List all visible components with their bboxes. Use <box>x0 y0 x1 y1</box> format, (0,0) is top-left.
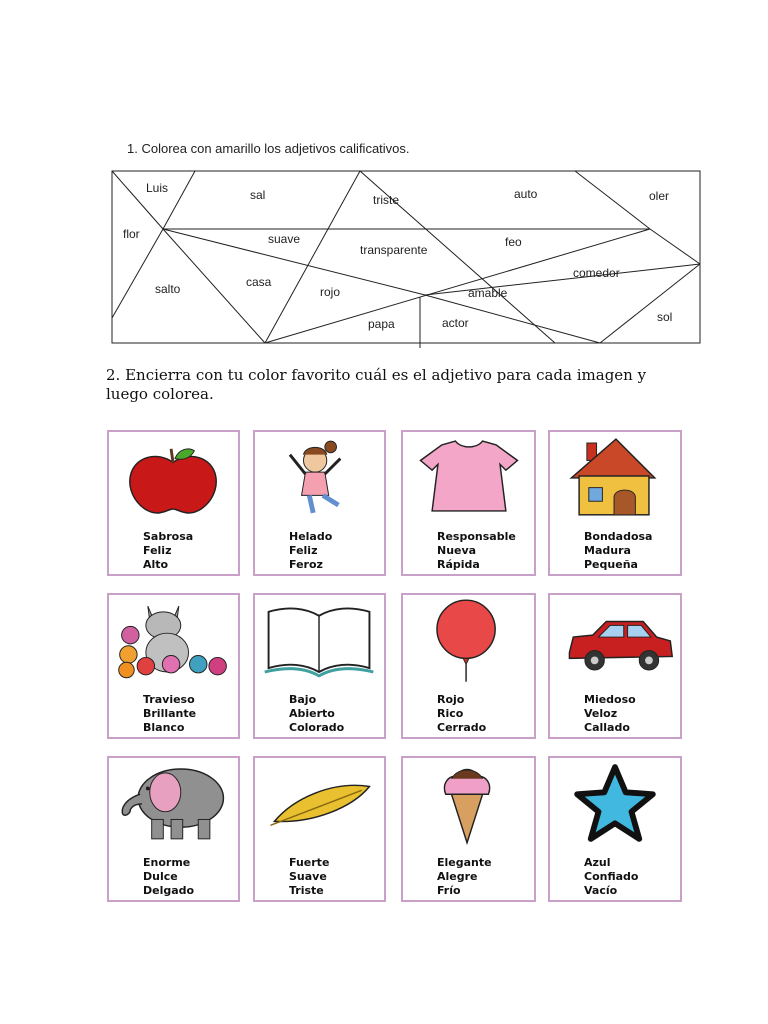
elephant-icon <box>109 758 238 846</box>
adjective-option[interactable]: Delgado <box>143 884 195 897</box>
adjective-option[interactable]: Vacío <box>584 884 618 897</box>
adjective-option[interactable]: Blanco <box>143 721 185 734</box>
adjective-option[interactable]: Rico <box>437 707 464 720</box>
adjective-option[interactable]: Confiado <box>584 870 639 883</box>
card-apple <box>107 430 240 576</box>
card-girl <box>253 430 386 576</box>
card-ice-cream <box>401 756 536 902</box>
puzzle-word: salto <box>155 282 181 296</box>
puzzle-word: feo <box>505 235 522 249</box>
word-puzzle <box>0 0 768 360</box>
adjective-option[interactable]: Sabrosa <box>143 530 194 543</box>
question-2-title: 2. Encierra con tu color favorito cuál es el adjetivo para cada imagen y luego colorea. <box>106 366 647 403</box>
puzzle-word: sal <box>250 188 266 202</box>
puzzle-frame <box>112 171 700 343</box>
shirt-icon <box>403 432 534 520</box>
puzzle-word: comedor <box>573 266 620 280</box>
adjective-option[interactable]: Alto <box>143 558 169 571</box>
adjective-option[interactable]: Alegre <box>437 870 478 883</box>
adjective-option[interactable]: Bondadosa <box>584 530 653 543</box>
adjective-option[interactable]: Responsable <box>437 530 516 543</box>
puzzle-word: amable <box>468 286 508 300</box>
card-book <box>253 593 386 739</box>
adjective-option[interactable]: Bajo <box>289 693 317 706</box>
adjective-option[interactable]: Rápida <box>437 558 480 571</box>
house-icon <box>550 432 680 520</box>
car-icon <box>550 595 680 683</box>
card-car <box>548 593 682 739</box>
puzzle-word: papa <box>368 317 395 331</box>
card-feather <box>253 756 386 902</box>
card-balloon <box>401 593 536 739</box>
puzzle-word: suave <box>268 232 301 246</box>
card-cat <box>107 593 240 739</box>
adjective-option[interactable]: Nueva <box>437 544 477 557</box>
adjective-option[interactable]: Madura <box>584 544 631 557</box>
adjective-option[interactable]: Helado <box>289 530 333 543</box>
puzzle-word: triste <box>373 193 400 207</box>
adjective-option[interactable]: Cerrado <box>437 721 487 734</box>
adjective-option[interactable]: Pequeña <box>584 558 638 571</box>
adjective-option[interactable]: Suave <box>289 870 327 883</box>
adjective-option[interactable]: Feroz <box>289 558 323 571</box>
puzzle-word: sol <box>657 310 673 324</box>
puzzle-word: Luis <box>146 181 169 195</box>
adjective-option[interactable]: Triste <box>289 884 324 897</box>
adjective-option[interactable]: Colorado <box>289 721 345 734</box>
adjective-option[interactable]: Elegante <box>437 856 492 869</box>
puzzle-word: auto <box>514 187 538 201</box>
adjective-option[interactable]: Fuerte <box>289 856 330 869</box>
star-icon <box>550 758 680 846</box>
ice-cream-icon <box>403 758 534 846</box>
cat-icon <box>109 595 238 683</box>
card-house <box>548 430 682 576</box>
puzzle-word: oler <box>649 189 670 203</box>
adjective-option[interactable]: Brillante <box>143 707 197 720</box>
puzzle-word: rojo <box>320 285 341 299</box>
adjective-option[interactable]: Veloz <box>584 707 618 720</box>
puzzle-word: casa <box>246 275 272 289</box>
card-star <box>548 756 682 902</box>
adjective-option[interactable]: Enorme <box>143 856 191 869</box>
girl-icon <box>255 432 384 520</box>
adjective-option[interactable]: Dulce <box>143 870 178 883</box>
adjective-option[interactable]: Travieso <box>143 693 195 706</box>
adjective-option[interactable]: Azul <box>584 856 611 869</box>
adjective-option[interactable]: Feliz <box>143 544 172 557</box>
puzzle-word: transparente <box>360 243 428 257</box>
feather-icon <box>255 758 384 846</box>
puzzle-word: flor <box>123 227 140 241</box>
book-icon <box>255 595 384 683</box>
apple-icon <box>109 432 238 520</box>
adjective-option[interactable]: Rojo <box>437 693 465 706</box>
adjective-option[interactable]: Abierto <box>289 707 335 720</box>
balloon-icon <box>403 595 534 683</box>
adjective-option[interactable]: Callado <box>584 721 630 734</box>
adjective-option[interactable]: Frío <box>437 884 461 897</box>
card-shirt <box>401 430 536 576</box>
card-elephant <box>107 756 240 902</box>
question-1-title: 1. Colorea con amarillo los adjetivos calificativos. <box>127 141 410 156</box>
puzzle-word: actor <box>442 316 469 330</box>
adjective-option[interactable]: Miedoso <box>584 693 636 706</box>
adjective-option[interactable]: Feliz <box>289 544 318 557</box>
